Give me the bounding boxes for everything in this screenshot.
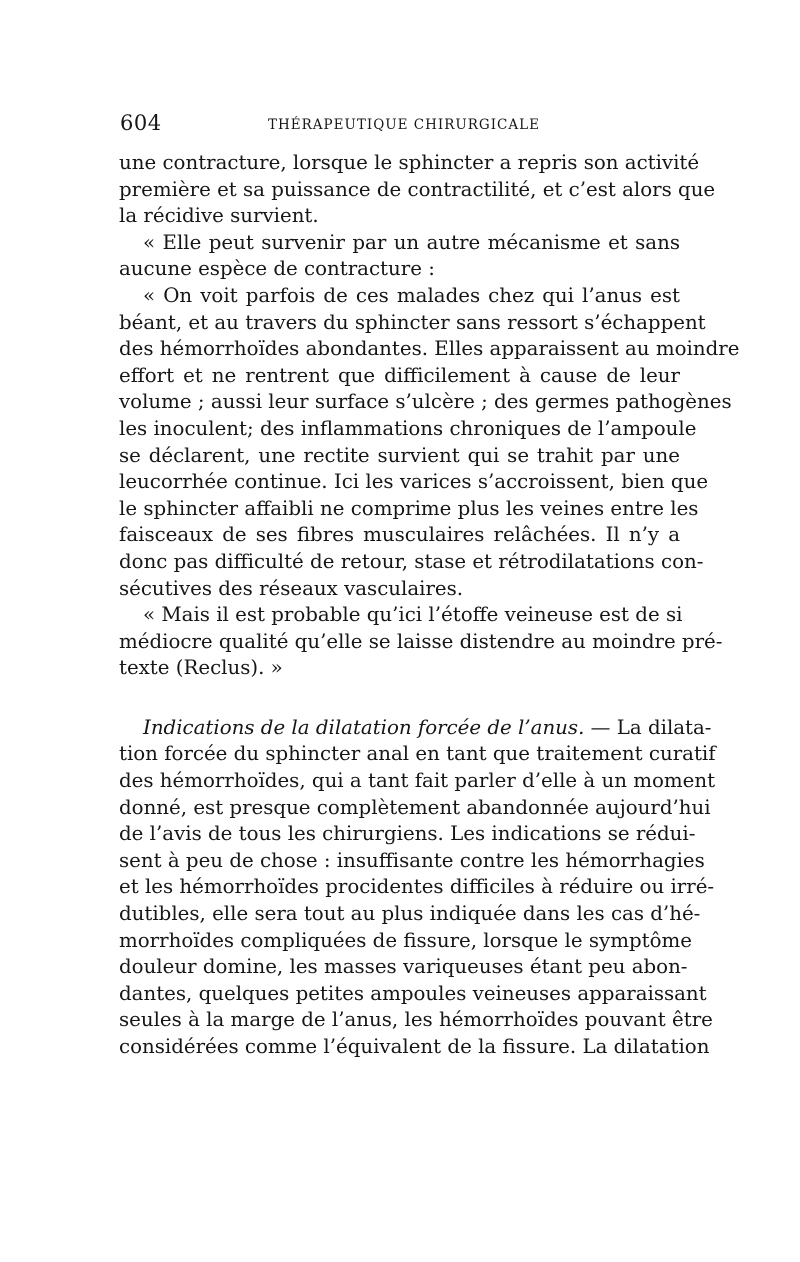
text-line: le sphincter affaibli ne comprime plus les veines entre les [119,496,699,520]
text-line: aucune espèce de contracture : [119,257,435,281]
text-line: volume ; aussi leur surface s’ulcère ; des germes pathogènes [119,390,732,414]
text-line: « Elle peut survenir par un autre mécanisme et sans [143,230,680,254]
text-line: première et sa puissance de contractilité, et c’est alors que [119,177,716,201]
text-line: médiocre qualité qu’elle se laisse distendre au moindre pré- [119,629,723,653]
text-line: dutibles, elle sera tout au plus indiquée dans les cas d’hé- [119,902,701,926]
body-text [119,150,740,1061]
text-line: seules à la marge de l’anus, les hémorrhoïdes pouvant être [119,1008,713,1032]
section-heading: Indications de la dilatation forcée de l’anus. [143,715,585,739]
section-paragraph [119,715,716,1061]
text-line: texte (Reclus). » [119,656,283,680]
text-line: dantes, quelques petites ampoules veineuses apparaissant [119,981,707,1005]
text-line: béant, et au travers du sphincter sans ressort s’échappent [119,310,706,334]
text-line: les inoculent; des inflammations chroniques de l’ampoule [119,416,697,440]
text-line: leucorrhée continue. Ici les varices s’accroissent, bien que [119,470,709,494]
text-line: tion forcée du sphincter anal en tant que traitement curatif [119,742,716,766]
text-line: faisceaux de ses fibres musculaires relâchées. Il n’y a [119,523,680,547]
text-line: « Mais il est probable qu’ici l’étoffe veineuse est de si [143,603,683,627]
text-line: se déclarent, une rectite survient qui se trahit par une [119,443,680,467]
heading-line-rest: — La dilata- [584,715,712,739]
text-line: sent à peu de chose : insuffisante contre les hémorrhagies [119,848,705,872]
text-line: une contracture, lorsque le sphincter a repris son activité [119,151,700,174]
page-header [120,111,680,141]
paragraph [119,283,740,602]
paragraph [119,602,723,682]
text-line: donné, est presque complètement abandonnée aujourd’hui [119,795,711,819]
text-line: effort et ne rentrent que difficilement à cause de leur [119,363,680,387]
text-line: de l’avis de tous les chirurgiens. Les indications se rédui- [119,822,696,846]
text-line: des hémorrhoïdes, qui a tant fait parler d’elle à un moment [119,769,716,793]
paragraph [119,230,680,283]
text-line: douleur domine, les masses variqueuses étant peu abon- [119,955,688,979]
text-line: la récidive survient. [119,204,319,228]
text-line: considérées comme l’équivalent de la fissure. La dilatation [119,1035,710,1058]
text-line: morrhoïdes compliquées de fissure, lorsque le symptôme [119,928,692,952]
text-line: « On voit parfois de ces malades chez qui l’anus est [143,283,680,307]
paragraph [119,150,716,230]
paragraph-spacer [119,682,680,715]
page-number: 604 [120,111,162,135]
text-line: sécutives des réseaux vasculaires. [119,576,464,600]
text-line: donc pas difficulté de retour, stase et rétrodilatations con- [119,549,704,573]
text-line: et les hémorrhoïdes procidentes difficiles à réduire ou irré- [119,875,715,899]
running-title: THÉRAPEUTIQUE CHIRURGICALE [268,117,540,133]
text-line [119,715,712,742]
text-line: des hémorrhoïdes abondantes. Elles apparaissent au moindre [119,337,740,361]
